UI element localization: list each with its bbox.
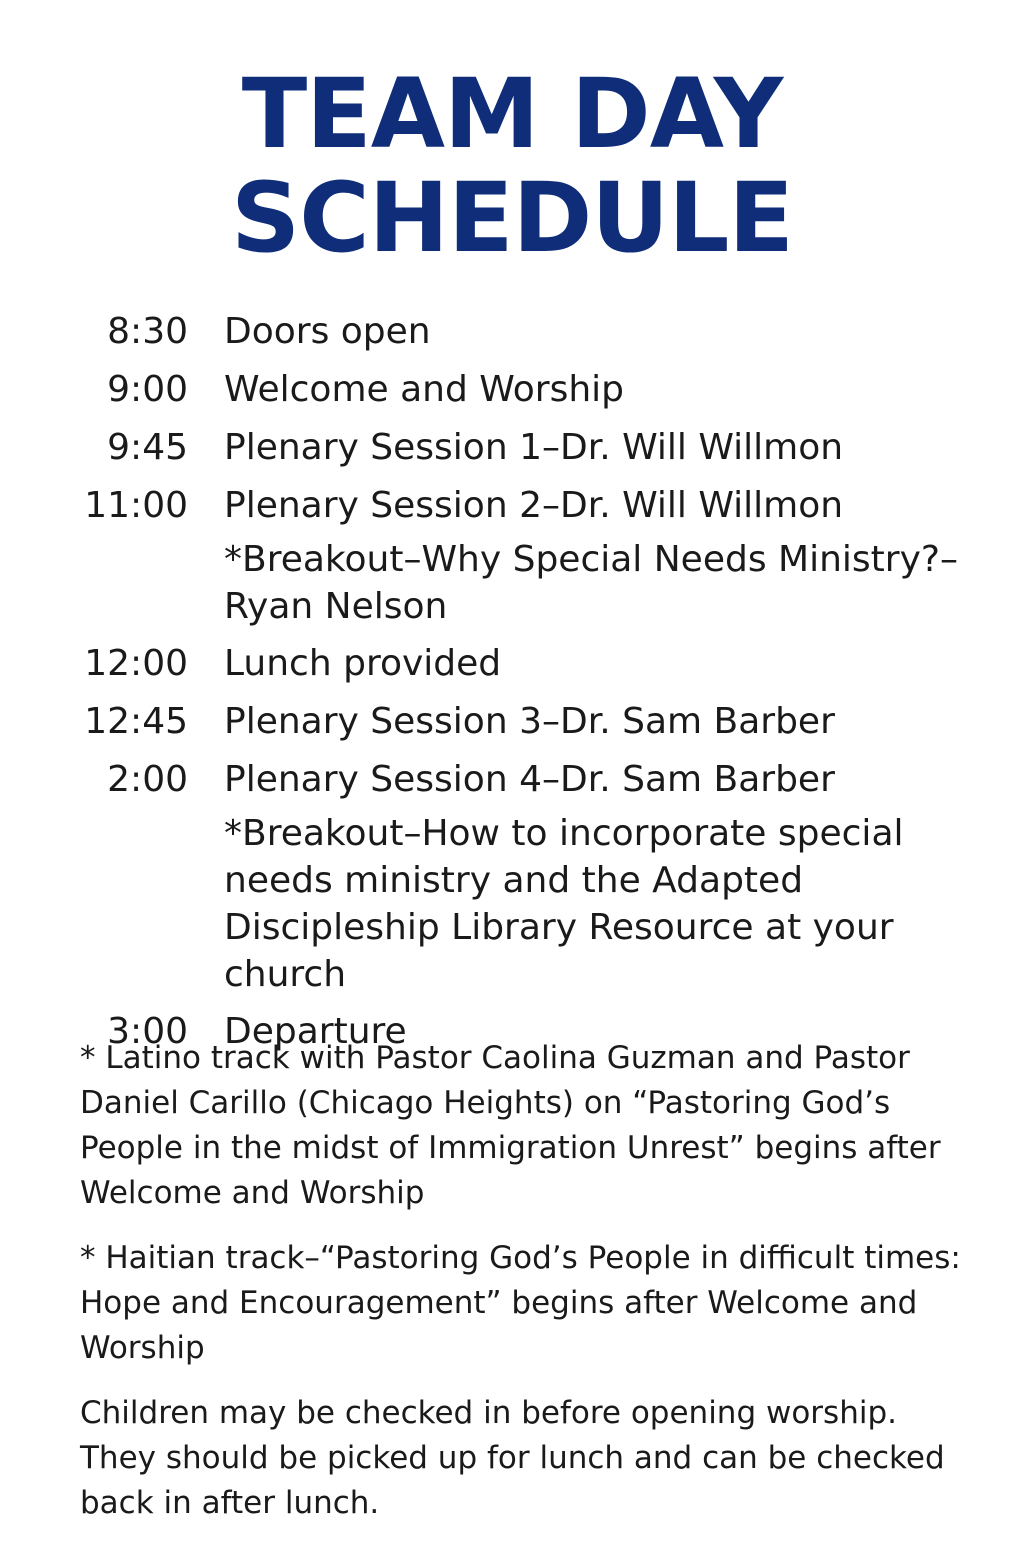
schedule-time: 2:00 (107, 759, 188, 800)
schedule-time: 12:45 (84, 701, 188, 742)
page-title (0, 58, 1024, 274)
schedule-time: 9:45 (107, 427, 188, 468)
schedule-time: 9:00 (107, 369, 188, 410)
schedule-row (0, 424, 1024, 472)
schedule-time: 12:00 (84, 643, 188, 684)
schedule-event: Doors open (224, 311, 431, 352)
schedule-event: *Breakout–How to incorporate special needs ministry and the Adapted Discipleship Library Resource at your church (224, 813, 904, 995)
schedule-event: Plenary Session 2–Dr. Will Willmon (224, 485, 844, 526)
schedule-time: 3:00 (107, 1011, 188, 1052)
title-line-1: TEAM DAY (241, 58, 783, 170)
schedule-row (0, 482, 1024, 530)
schedule-row-breakout (0, 536, 1024, 630)
schedule-time: 8:30 (107, 311, 188, 352)
schedule-event: Plenary Session 4–Dr. Sam Barber (224, 759, 835, 800)
title-line-2: SCHEDULE (231, 162, 793, 274)
schedule-row (0, 698, 1024, 746)
children-note: Children may be checked in before opening worship. They should be picked up for lunch and can be checked back in after lunch. (80, 1395, 945, 1521)
schedule-row (0, 308, 1024, 356)
schedule-event: Lunch provided (224, 643, 502, 684)
notes-section (80, 1036, 980, 1546)
schedule-row (0, 366, 1024, 414)
schedule-event: Departure (224, 1011, 407, 1052)
haitian-track-note: * Haitian track–“Pastoring God’s People in difficult times: Hope and Encouragement” begins after Welcome and Worship (80, 1240, 961, 1366)
schedule-event: *Breakout–Why Special Needs Ministry?– Ryan Nelson (224, 539, 958, 627)
schedule-event: Plenary Session 1–Dr. Will Willmon (224, 427, 844, 468)
schedule-time: 11:00 (84, 485, 188, 526)
schedule-event: Plenary Session 3–Dr. Sam Barber (224, 701, 835, 742)
schedule-row (0, 756, 1024, 804)
schedule-event: Welcome and Worship (224, 369, 625, 410)
latino-track-note: * Latino track with Pastor Caolina Guzman and Pastor Daniel Carillo (Chicago Heights) on “Pastoring God’s People in the midst of Immigration Unrest” begins after Welcome and Worship (80, 1040, 941, 1211)
schedule-row-breakout (0, 810, 1024, 998)
schedule-row (0, 640, 1024, 688)
schedule-list (0, 308, 1024, 1066)
